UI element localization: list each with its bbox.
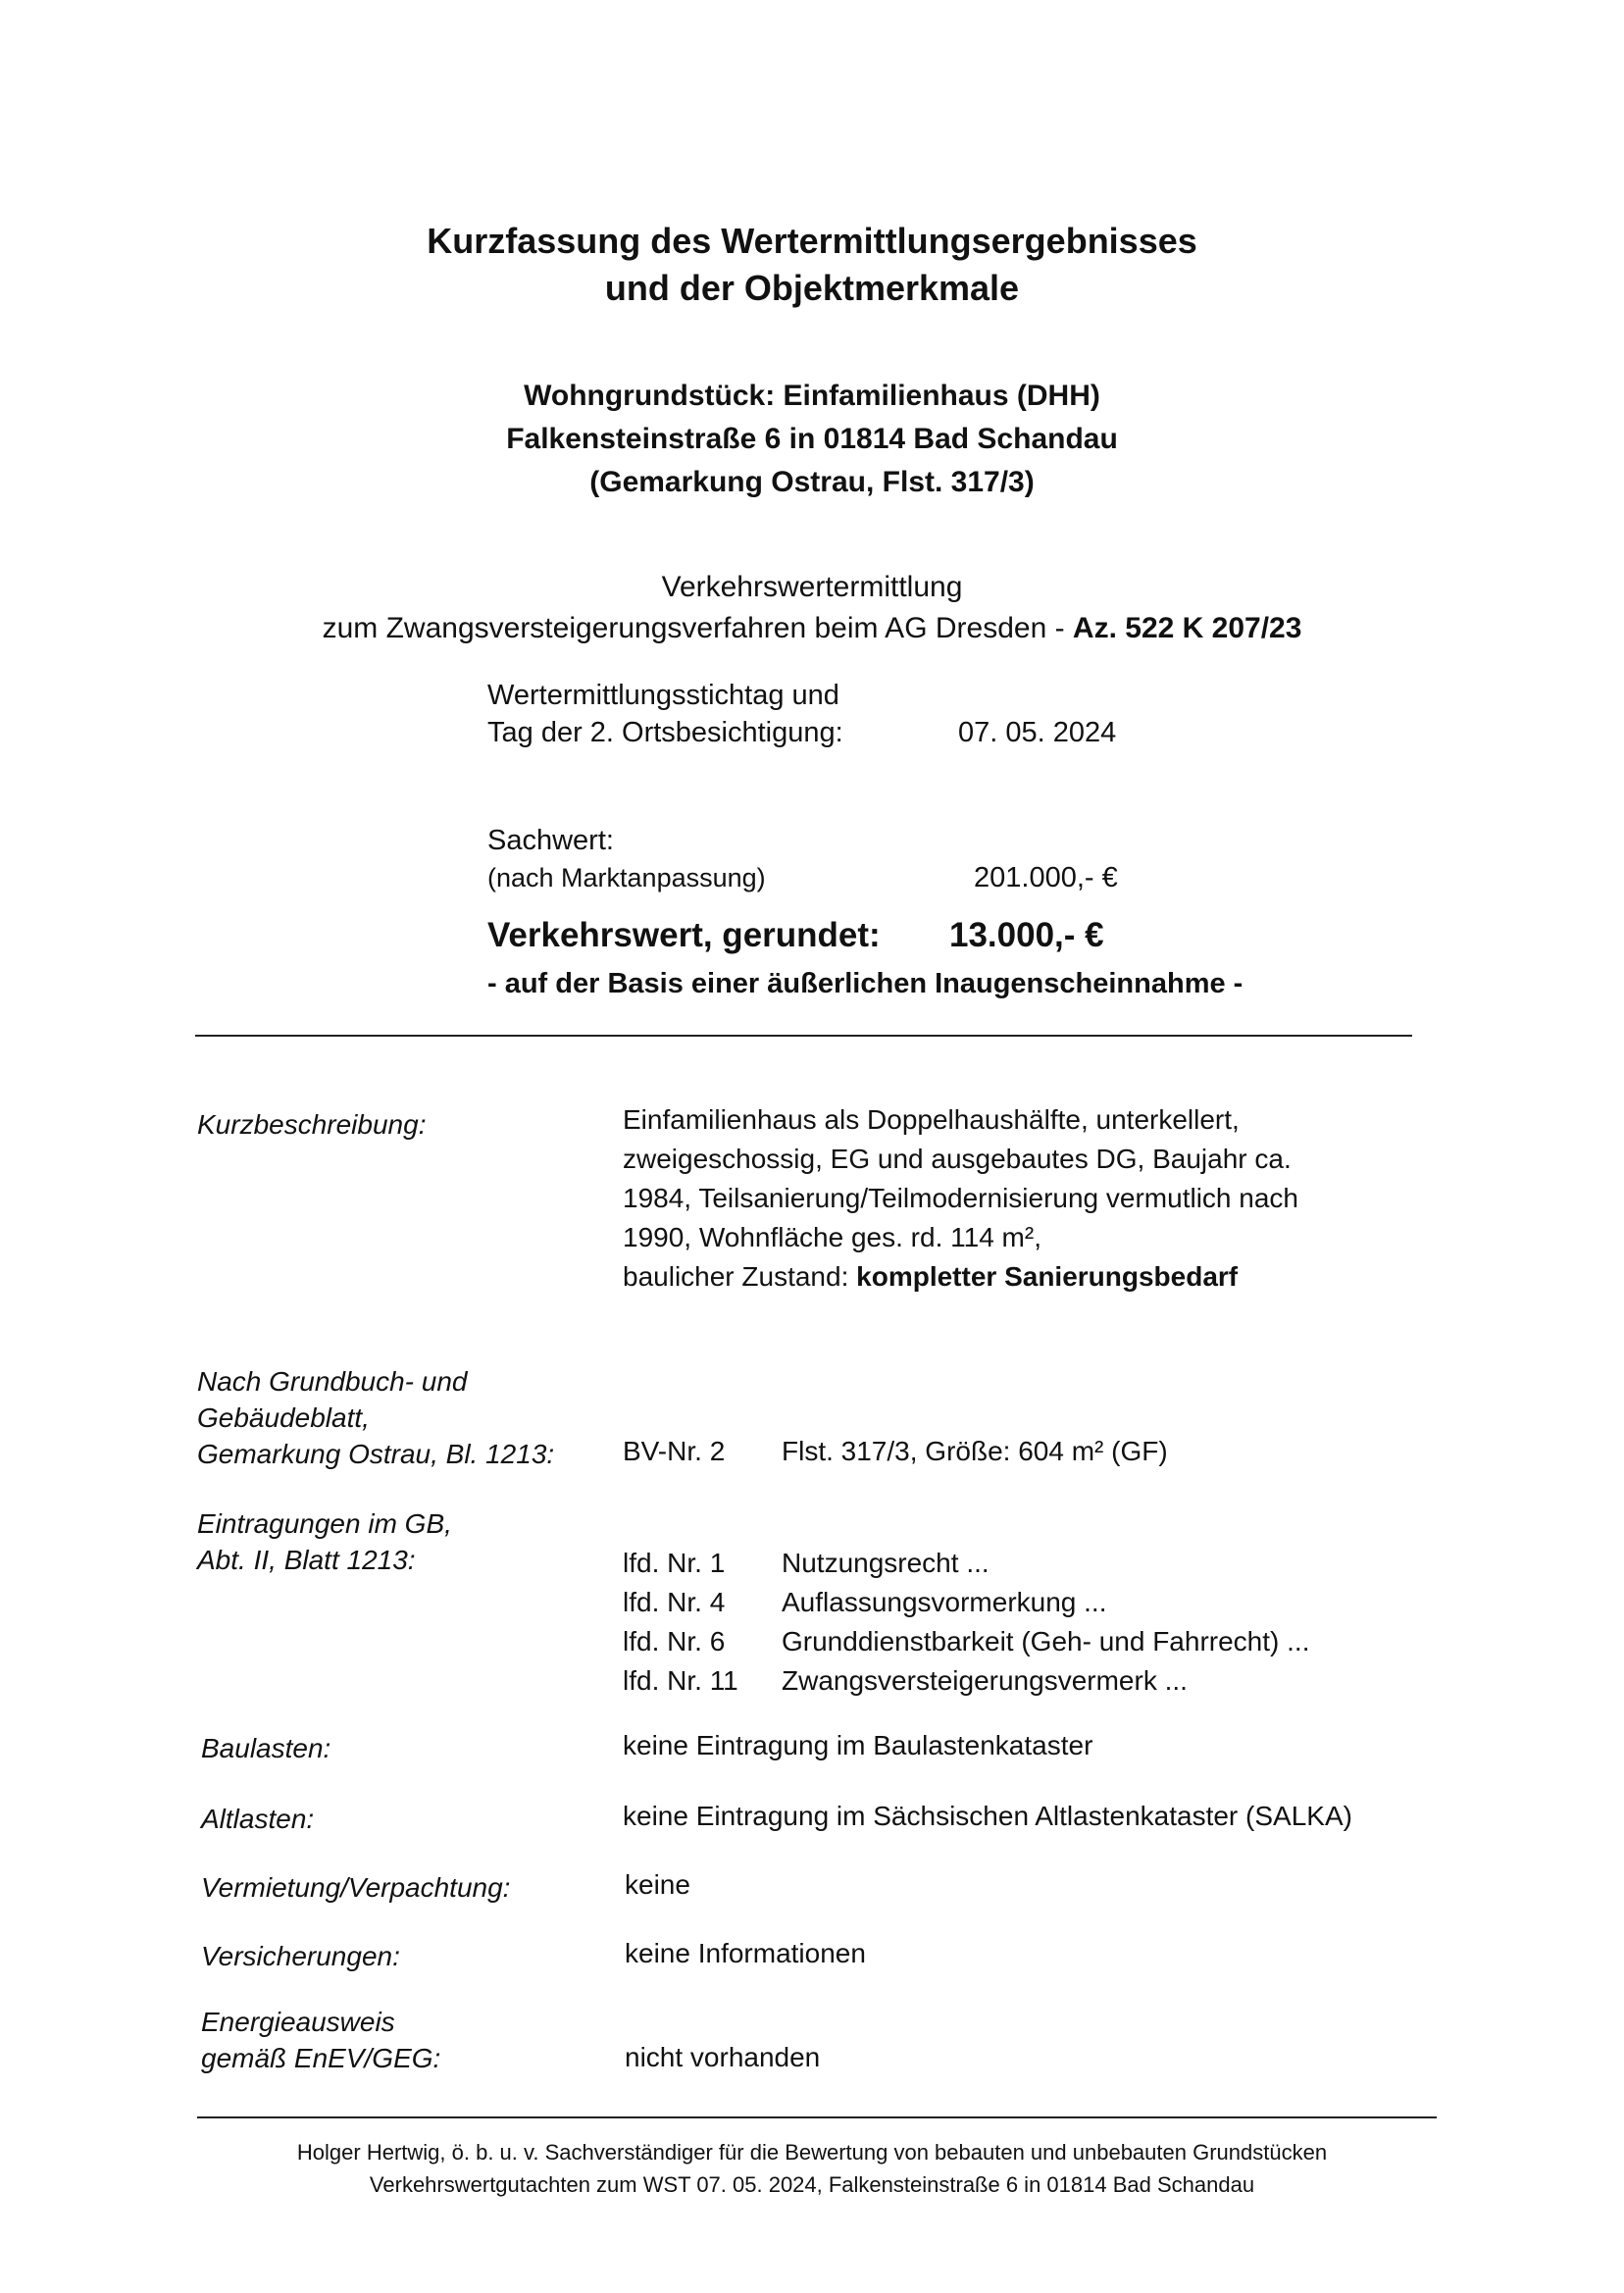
altlasten-label: Altlasten: <box>201 1804 315 1834</box>
eintrag-text: Grunddienstbarkeit (Geh- und Fahrrecht) ... <box>782 1626 1310 1656</box>
versicherungen-value: keine Informationen <box>625 1938 866 1968</box>
verkehrswert-label: Verkehrswert, gerundet: <box>487 916 881 954</box>
valuation-purpose <box>0 567 1624 649</box>
verkehrswert-note: - auf der Basis einer äußerlichen Inaugenscheinnahme - <box>487 968 1243 999</box>
sachwert-value: 201.000,- € <box>974 862 1118 893</box>
eintragungen-label-line-1: Eintragungen im GB, <box>197 1508 452 1539</box>
energie-label-line-1: Energieausweis <box>201 2007 395 2037</box>
sachwert-sublabel: (nach Marktanpassung) <box>487 863 766 892</box>
property-subject <box>0 375 1624 504</box>
energie-value: nicht vorhanden <box>625 2042 821 2072</box>
divider-top <box>195 1035 1412 1037</box>
divider-bottom <box>197 2116 1437 2118</box>
versicherungen-label: Versicherungen: <box>201 1941 400 1971</box>
purpose-line-2 <box>0 608 1624 649</box>
bv-number: BV-Nr. 2 <box>623 1436 726 1466</box>
energie-label-line-2: gemäß EnEV/GEG: <box>201 2043 441 2073</box>
kurzbeschreibung-line-3: 1984, Teilsanierung/Teilmodernisierung vermutlich nach <box>623 1183 1298 1213</box>
footer-line-1: Holger Hertwig, ö. b. u. v. Sachverständiger für die Bewertung von bebauten und unbebauten Grundstücken <box>296 2140 1328 2165</box>
kurzbeschreibung-zustand <box>623 1257 1298 1297</box>
eintrag-text: Auflassungsvormerkung ... <box>782 1587 1107 1617</box>
purpose-line-1: Verkehrswertermittlung <box>661 571 963 603</box>
subject-line-2: Falkensteinstraße 6 in 01814 Bad Schandau <box>506 423 1118 455</box>
vermietung-value: keine <box>625 1869 690 1900</box>
stichtag-date: 07. 05. 2024 <box>958 717 1117 748</box>
eintragungen-label <box>197 1505 452 1578</box>
eintragungen-label-line-2: Abt. II, Blatt 1213: <box>197 1545 416 1575</box>
eintrag-text: Zwangsversteigerungsvermerk ... <box>782 1665 1188 1696</box>
grundbuch-label <box>197 1363 554 1472</box>
subject-line-1: Wohngrundstück: Einfamilienhaus (DHH) <box>524 380 1100 412</box>
purpose-court: zum Zwangsversteigerungsverfahren beim AG Dresden - <box>322 612 1073 644</box>
eintrag-nr: lfd. Nr. 4 <box>623 1587 726 1617</box>
kurzbeschreibung-line-2: zweigeschossig, EG und ausgebautes DG, Baujahr ca. <box>623 1144 1292 1174</box>
eintragungen-text-list <box>782 1544 1309 1701</box>
subject-line-3: (Gemarkung Ostrau, Flst. 317/3) <box>589 466 1035 498</box>
grundbuch-label-line-3: Gemarkung Ostrau, Bl. 1213: <box>197 1439 555 1469</box>
stichtag-label-line-2: Tag der 2. Ortsbesichtigung: <box>487 717 843 748</box>
eintrag-nr: lfd. Nr. 6 <box>623 1626 726 1656</box>
title-line-1: Kurzfassung des Wertermittlungsergebnisses <box>427 221 1197 261</box>
altlasten-value: keine Eintragung im Sächsischen Altlastenkataster (SALKA) <box>623 1801 1352 1831</box>
vermietung-label: Vermietung/Verpachtung: <box>201 1872 511 1903</box>
stichtag-label-line-1: Wertermittlungsstichtag und <box>487 680 839 711</box>
flurstueck-info: Flst. 317/3, Größe: 604 m² (GF) <box>782 1436 1168 1466</box>
title-line-2: und der Objektmerkmale <box>604 268 1020 308</box>
zustand-value: kompletter Sanierungsbedarf <box>856 1261 1239 1292</box>
document-title <box>0 218 1624 312</box>
eintragungen-nr-list <box>623 1544 738 1701</box>
footer-line-2: Verkehrswertgutachten zum WST 07. 05. 2024, Falkensteinstraße 6 in 01814 Bad Schandau <box>369 2172 1255 2197</box>
eintrag-text: Nutzungsrecht ... <box>782 1548 990 1578</box>
case-number: Az. 522 K 207/23 <box>1072 612 1302 644</box>
baulasten-value: keine Eintragung im Baulastenkataster <box>623 1730 1093 1760</box>
grundbuch-label-line-2: Gebäudeblatt, <box>197 1402 370 1433</box>
kurzbeschreibung-line-4: 1990, Wohnfläche ges. rd. 114 m², <box>623 1222 1041 1252</box>
verkehrswert-value: 13.000,- € <box>949 916 1104 954</box>
stichtag-label <box>487 677 843 751</box>
kurzbeschreibung-line-1: Einfamilienhaus als Doppelhaushälfte, unterkellert, <box>623 1104 1240 1135</box>
baulasten-label: Baulasten: <box>201 1733 331 1763</box>
energie-label <box>201 2004 440 2076</box>
sachwert-label: Sachwert: <box>487 825 614 856</box>
grundbuch-label-line-1: Nach Grundbuch- und <box>197 1366 468 1397</box>
kurzbeschreibung-text <box>623 1100 1298 1297</box>
zustand-prefix: baulicher Zustand: <box>623 1261 857 1292</box>
footer <box>0 2136 1624 2201</box>
eintrag-nr: lfd. Nr. 11 <box>623 1665 738 1696</box>
kurzbeschreibung-label: Kurzbeschreibung: <box>197 1109 427 1140</box>
eintrag-nr: lfd. Nr. 1 <box>623 1548 726 1578</box>
